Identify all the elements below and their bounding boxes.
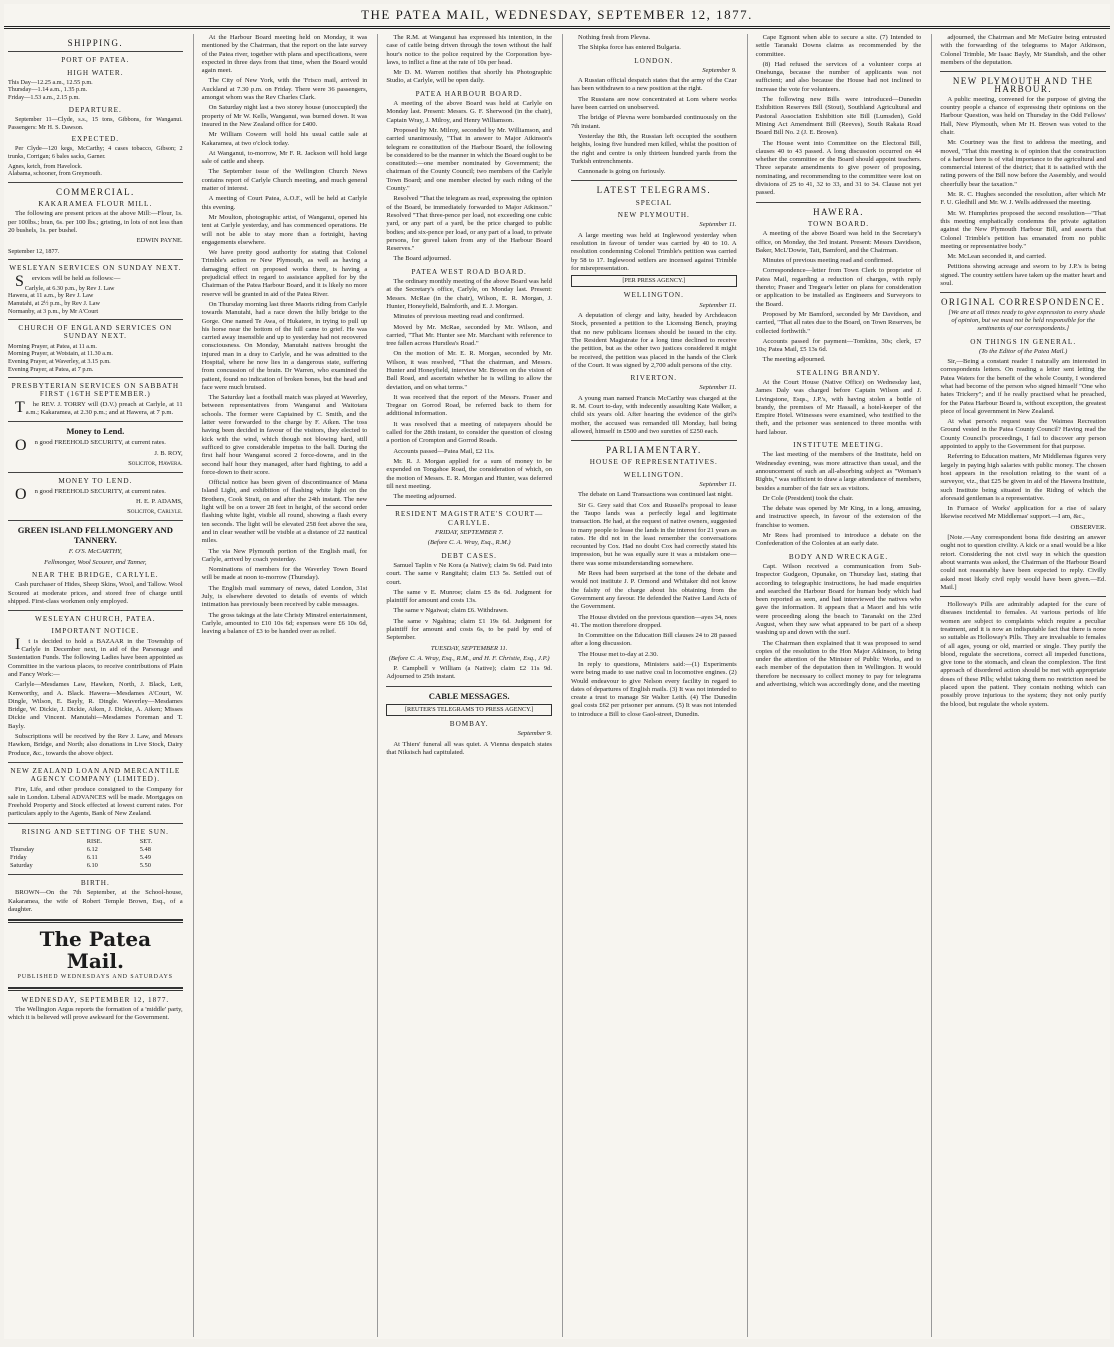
rule	[386, 505, 552, 506]
london-date: September 9.	[702, 66, 737, 74]
money-to-lend-2-signature: H. E. P. ADAMS,	[135, 497, 183, 505]
rule	[8, 421, 183, 422]
news-paragraph: Cannonade is going on furiously.	[578, 168, 666, 176]
news-paragraph: Mr Rees had been surprised at the tone of the debate and would not institute J. P. Ormond and Whitaker did not know the falsity of the charge about his obtaining from the Government any favour. He defended the Native Land Acts of the Government.	[571, 570, 737, 611]
church-service: Evening Prayer, at Waverley, at 3.15 p.m.	[8, 357, 111, 365]
column-1	[8, 34, 183, 1337]
news-paragraph: At the Harbour Board meeting held on Monday, it was mentioned by the Chairman, that the report on the late survey of the Patea river, together with plans and specifications, were expected in three days from that time, when the Board would again meet.	[201, 34, 368, 75]
rule	[940, 292, 1106, 293]
money-to-lend-2-text: On good FREEHOLD SECURITY, at current rates.	[15, 485, 166, 503]
fellmongery-trade: Fellmonger, Wool Scourer, and Tanner,	[44, 558, 147, 566]
news-paragraph: Resolved "That the telegram as read, expressing the opinion of the Board, be immediately forwarded to Major Atkinson." Resolved "That three-pence per load, not exceeding one cubic yard, or any part of a yard, be the price charged to public bodies; and six-pence per load, or any part of a load, to private persons, for gravel taken from any of the Harbour Board Reserves."	[386, 195, 552, 253]
church-service: Morning Prayer, at Wotstain, at 11.30 a.m.	[8, 350, 113, 358]
sun-cell: 6.11	[86, 854, 98, 862]
news-paragraph: A Russian official despatch states that the army of the Czar has been withdrawn to a new position at the right.	[571, 77, 737, 93]
news-paragraph: Mr Rees had promised to introduce a debate on the Confederation of the Colonies at an early date.	[755, 532, 922, 548]
double-rule	[8, 919, 183, 923]
flour-mill-heading: KAKARAMEA FLOUR MILL.	[38, 200, 153, 209]
letter-paragraph: Sir,—Being a constant reader I naturally am interested in correspondents letters. On reading a letter sent letting the Patea Waters for the benefit of the whole County, I wondered what had become of the person who signed himself "One who hates Trickery"; and if he really practised what he preached, for the Patea Harbour Board is, without exception, the greatest piece of local government in New Zealand.	[940, 358, 1106, 415]
money-to-lend-signature: Solicitor, Hawera.	[128, 459, 183, 467]
london-heading: LONDON.	[634, 56, 674, 65]
cable-heading: CABLE MESSAGES.	[428, 690, 510, 701]
wellington-date: September 11.	[699, 481, 737, 489]
news-paragraph: In reply to questions, Ministers said:—(1) Experiments were being made to use native coal in locomotive engines. (2) Would endeavour to give Nelson every facility in regard to dates of departures of English mails. (3) It was not intended to create a trust to manage Sir Walter Leith. (4) The Dunedin goal costs £62 per prisoner per annum. (5) It was not intended to introduce a Bill to close Gaol-street, Dunedin.	[571, 661, 737, 718]
hawera-heading: HAWERA.	[813, 206, 864, 217]
news-paragraph: It was received that the report of the Messrs. Fraser and Tregear on Gorrod Road, be referred back to them for additional information.	[386, 393, 552, 418]
news-paragraph: A large meeting was held at Inglewood yesterday when resolution in favour of tender was carried by 40 to 10. A resolution condemning Colonel Trimble's petition was carried by 58 to 17. Inglewood settlers are incensed against Trimble for misrepresentation.	[571, 231, 737, 272]
news-paragraph: Moved by Mr. McRae, seconded by Mr. Wilson, and carried, "That Mr. Hunter see Mr. Marchant with reference to tree fallen across Hurstlea's Road."	[386, 323, 552, 348]
news-paragraph: Correspondence—letter from Town Clerk to proprietor of Patea Mail, regarding a reduction of charges, with reply thereto; Fraser and Tregear's letter on plans for consideration or application to be installed as Engineers and Surveyors to the Board.	[755, 267, 922, 308]
news-paragraph: The R.M. at Wanganui has expressed his intention, in the case of cattle being driven through the town without the half hour's notice to the police required by the Corporation bye-laws, to inflict a fine at the rate of 10s per head.	[386, 34, 552, 66]
rule	[8, 182, 183, 183]
news-paragraph: Sir G. Grey said that Cox and Russell's proposal to lease the Taupo lands was a perfectly legal and legitimate transaction. He had, at the request of native owners, suggested to many people to lease the lands in the interest for 21 years as rates. He did not in the least remember the conversations recounted by Cox. Had no doubt Cox had correctly stated his impression, but he was equally sure it was a mistaken one—there was some misunderstanding somewhere.	[571, 501, 737, 567]
fellmongery-heading: GREEN ISLAND FELLMONGERY AND TANNERY.	[17, 525, 173, 546]
sun-row	[8, 862, 183, 870]
wesleyan-service: Manutahi, at 2½ p.m., by Rev J. Law	[8, 299, 100, 307]
rule	[8, 520, 183, 521]
news-paragraph: The September issue of the Wellington Church News contains report of Carlyle Church meeting, and much general matter of interest.	[201, 168, 368, 193]
news-paragraph: A meeting of Court Patea, A.O.F., will be held at Carlyle this evening.	[201, 195, 368, 211]
fellmongery-text: Cash purchaser of Hides, Sheep Skins, Wool, and Tallow. Wool Scoured at moderate prices, and stored free of charge until shipped. First-class workmen only employed.	[8, 581, 183, 605]
expected-text: Per Clyde—120 kegs, McCarthy; 4 cases tobacco, Gibson; 2 trunks, Corrigan; 6 bales sacks, Garner.	[8, 145, 183, 161]
bombay-date: September 9.	[517, 730, 552, 738]
rule	[8, 823, 183, 824]
institute-heading: INSTITUTE MEETING.	[793, 441, 884, 450]
news-paragraph: At the Court House (Native Office) on Wednesday last, James Daly was charged before Captain Wilson and J. Livingstone, Esqs., J.P.'s, with having stolen a bottle of brandy, the premises of Mr Hassall, a hotel-keeper of the Empire Hotel. Witnesses were examined, who testified to the theft, and the prisoner was sentenced to three months with hard labour.	[755, 378, 922, 436]
body-wreckage-heading: BODY AND WRECKAGE.	[788, 552, 889, 561]
rule	[571, 180, 737, 181]
wesleyan-service: Carlyle, at 6.30 p.m., by Rev J. Law	[24, 284, 115, 292]
news-paragraph: The debate was opened by Mr King, in a long, amusing, and instructive speech, in favour of the extension of the franchise to women.	[755, 505, 922, 529]
sun-cell: 6.12	[86, 846, 98, 854]
church-heading: CHURCH OF ENGLAND SERVICES ON SUNDAY NEXT.	[18, 324, 173, 341]
news-paragraph: The gross takings at the late Christy Minstrel entertainment, Carlyle, amounted to £10 10s 6d; expenses were £6 10s 6d, leaving a balance of £3 to be handed over as relief.	[201, 611, 368, 636]
cargo-line: Agnes, ketch, from Havelock.	[8, 162, 83, 170]
newspaper-page	[4, 4, 1110, 1339]
news-paragraph: P. Campbell v William (a Native); claim £2 11s 9d. Adjourned to 25th instant.	[386, 665, 552, 681]
wesleyan-service: Normanby, at 3 p.m., by Mr A'Court	[8, 307, 99, 315]
sun-table	[8, 838, 183, 870]
notice-end: Subscriptions will be received by the Rev J. Law, and Messrs Hawken, Bridge, and North; also donations in Live Stock, Dairy Produce, &c., towards the above object.	[8, 733, 183, 757]
departure-heading: DEPARTURE.	[68, 105, 122, 114]
double-rule	[8, 987, 183, 991]
news-paragraph: Mr D. M. Warren notifies that shortly his Photographic Studio, at Carlyle, will be open daily.	[386, 69, 552, 85]
wellington-heading: WELLINGTON.	[623, 291, 684, 300]
money-to-lend-signature: J. B. ROY,	[154, 449, 183, 457]
news-paragraph: The House met to-day at 2.30.	[578, 650, 659, 658]
news-paragraph: Nominations of members for the Waverley Town Board will be made at noon to-morrow (Thursday).	[201, 566, 368, 582]
news-paragraph: The same v Ngaiwai; claim £6. Withdrawn.	[393, 607, 509, 615]
news-paragraph: A young man named Francis McCarthy was charged at the R. M. Court to-day, with indecently assaulting Kate Walker, a child six years old. After hearing the evidence of the girl's mother, the accused was remanded till Monday, bail being allowed, himself in £500 and two sureties of £250 each.	[571, 394, 737, 435]
sun-cell: Friday	[10, 854, 27, 862]
loan-company-text: Fire, Life, and other produce consigned to the Company for sale in London. Liberal ADVANCES will be made. Mortgages on Freehold Property and Stock effected at lowest current rates. For particulars apply to the Agents, Bank of New Zealand.	[8, 785, 183, 818]
rule	[940, 596, 1106, 597]
news-paragraph: The Chairman then explained that it was proposed to send copies of the resolution to the Hon Major Atkinson, to bring under the attention of the Minister of Public Works, and to each member of the deputation then in Wellington. It would therefore be necessary to collect money to pay for telegrams and advertising, which was accordingly done, and the meeting	[755, 639, 922, 689]
news-paragraph: The meeting adjourned.	[393, 493, 457, 501]
news-paragraph: Official notice has been given of discontinuance of Mana Island Light, and exhibition of flashing white light on the Brothers, Cook Strait, on and after the 24th instant. The new light will be on a tower 28 feet in height, of the second order flashing white light, visible all round, showing a flash every ten seconds. The light will be elevated 258 feet above the sea, and in clear weather will be visible at a distance of 22 nautical miles.	[201, 479, 368, 545]
notice-text: It is decided to hold a BAZAAR in the Township of Carlyle in December next, in aid of the Parsonage and Sustentation Funds. The following Ladies have been appointed as Committee in the various places, to receive contributions of Plain and Fancy Work:—	[8, 635, 183, 678]
news-paragraph: The last meeting of the members of the Institute, held on Wednesday evening, was more attractive than usual, and the announcement of such an all-absorbing subject as "Woman's Rights," was sufficient to draw a large attendance of members, besides a number of the fair sex as visitors.	[755, 451, 922, 492]
news-paragraph: The Russians are now concentrated at Lom where works have been carried on unobserved.	[571, 95, 737, 112]
wesleyan-church-heading: WESLEYAN CHURCH, PATEA.	[35, 615, 156, 624]
sun-cell: Thursday	[10, 846, 35, 854]
rule	[8, 874, 183, 875]
news-paragraph: Cape Egmont when able to secure a site. (7) Intended to settle Taranaki Downs claims as recommended by the committee.	[755, 34, 922, 58]
news-paragraph: Mr Moulton, photographic artist, of Wanganui, opened his tent at Carlyle yesterday, and has commenced operations. He will not be able to stay more than a fortnight, having engagements elsewhere.	[201, 213, 368, 246]
sun-cell: 5.48	[139, 846, 151, 854]
rule	[8, 762, 183, 763]
flour-mill-signature: EDWIN PAYNE.	[136, 237, 183, 245]
news-paragraph: The House went into Committee on the Electoral Bill, clauses 40 to 43 passed. A long discussion occurred on 44 whether the committee or the Board should appoint teachers. Three separate amendments to give power of proposing, nominating, and recommending to the committee were lost on divisions of 25 to 41, 32 to 33, and 31 to 34. Clause not yet passed.	[755, 139, 922, 197]
news-paragraph: The debate on Land Transactions was continued last night.	[578, 491, 733, 499]
money-to-lend-heading: Money to Lend.	[66, 426, 125, 437]
sun-col	[8, 838, 85, 846]
news-paragraph: On the motion of Mr. E. R. Morgan, seconded by Mr. Wilson, it was resolved, "That the chairman, and Messrs. Hunter and Honeyfield, interview Mr. Brown on the vision of Ball Road, and ascertain whether he is willing to allow the deviation, and on what terms."	[386, 350, 552, 391]
cable-source: [REUTER'S TELEGRAMS TO PRESS AGENCY.]	[386, 704, 552, 716]
rule	[386, 686, 552, 687]
news-paragraph: (8) Had refused the services of a volunteer corps at Onehunga, because the number of applicants was not sufficient; and also because the House had not inclined to increase the vote for volunteers.	[755, 60, 922, 93]
news-paragraph: Mr. McLean seconded it, and carried.	[947, 253, 1047, 261]
news-paragraph: In Committee on the Education Bill clauses 24 to 28 passed after a long discussion.	[571, 632, 737, 648]
flour-mill-text: The following are present prices at the above Mill:—Flour, 1s. per 100lbs.; bran, 6s. per 100 lbs.; gristing, in lots of not less than 20 bushels, 1s. per bushel.	[8, 210, 183, 235]
masthead: THE PATEA MAIL, WEDNESDAY, SEPTEMBER 12, 1877.	[4, 4, 1110, 27]
column-3	[377, 34, 552, 1337]
news-paragraph: Minutes of previous meeting read and confirmed.	[762, 257, 894, 265]
news-paragraph: The English mail summary of news, dated London, 31st July, is elsewhere devoted to details of events of which intimation has previously been received by cable messages.	[201, 584, 368, 609]
news-paragraph: A meeting of the above Board was held in the Secretary's office, on Monday, the 3rd instant. Present: Messrs Davidson, Baker, McL'Dowie, Tait, Bamford, and the Chairman.	[755, 230, 922, 254]
masthead-rule	[4, 28, 1110, 29]
rule	[8, 472, 183, 473]
riverton-date: September 11.	[699, 384, 737, 392]
advertisement-paragraph: Holloway's Pills are admirably adapted for the cure of diseases incidental to females. At various periods of life women are subject to complaints which require a peculiar treatment, and it is now an indisputable fact that there is none so suitable as Holloway's Pills. They are invaluable to females of all ages, young or old, married or single. They purify the blood, regulate the secretions, correct all impeded functions, give tone to the stomach, and clean the complexion. The first approach of disordered action should be met with appropriate doses of these Pills; whilst taking them no restriction need be placed upon the patient. They contain nothing which can possibly prove injurious to the system; they not only purify the blood, but regulate the whole system.	[940, 601, 1106, 708]
commercial-heading: COMMERCIAL.	[56, 186, 135, 197]
high-water-line: Thursday—1.14 a.m., 1.35 p.m.	[8, 86, 88, 94]
church-service: Evening Prayer, at Patea, at 7 p.m.	[8, 365, 94, 373]
sun-cell: 5.49	[139, 854, 151, 862]
presbyterian-text: The REV. J. TORRY will (D.V.) preach at Carlyle, at 11 a.m.; Kakaramea, at 2.30 p.m.; and at Hawera, at 7 p.m.	[15, 398, 183, 417]
news-paragraph: Mr William Cowern will hold his usual cattle sale at Kakaramea, at two o'clock today.	[201, 131, 368, 147]
letter-paragraph: At what person's request was the Waimea Recreation Ground vested in the Patea County Council? Having read the County Council's proceedings, I fail to discover any person appointed to apply to the Government for that purpose.	[940, 418, 1106, 451]
rule	[8, 377, 183, 378]
news-paragraph: Minutes of previous meeting read and confirmed.	[393, 313, 524, 321]
columns	[8, 34, 1106, 1337]
column-5	[747, 34, 922, 1337]
rule	[8, 610, 183, 611]
money-to-lend-text: On good FREEHOLD SECURITY, at current rates.	[15, 437, 166, 455]
paper-subtitle: PUBLISHED WEDNESDAYS AND SATURDAYS	[17, 974, 174, 981]
news-paragraph: At Wanganui, to-morrow, Mr F. R. Jackson will hold large sale of cattle and sheep.	[201, 149, 368, 166]
court-date: TUESDAY, SEPTEMBER 11.	[430, 644, 508, 652]
news-paragraph: At Thiers' funeral all was quiet. A Vienna despatch states that Niksisch had capitulated.	[386, 740, 552, 756]
news-paragraph: The following new Bills were introduced—Dunedin Exhibition Reserves Bill (Stout), Southland Agricultural and Pastoral Association Exhibition site Bill (Lumsden), Gold Mining Act Amendment Bill (Reeves), South Rakaia Road Board Bill No. 2 (J. E. Brown).	[755, 96, 922, 137]
sun-heading: RISING AND SETTING OF THE SUN.	[21, 827, 169, 836]
money-to-lend-2-signature: Solicitor, Carlyle.	[127, 508, 183, 516]
rule	[940, 71, 1106, 72]
news-paragraph: Mr. Courtney was the first to address the meeting, and moved, "That this meeting is of opinion that the construction of a harbour here is of vital importance to the agricultural and commercial interest of the district; that it is satisfied with the rating powers of the Bill now before the Assembly, and would cheerfully bear the taxation."	[940, 139, 1106, 188]
wesleyan-service: Hawera, at 11 a.m., by Rev J. Law	[8, 292, 94, 300]
sun-cell: 5.50	[139, 862, 151, 870]
bombay-heading: BOMBAY.	[449, 720, 489, 729]
news-paragraph: Dr Cole (President) took the chair.	[762, 494, 854, 502]
money-to-lend-2-heading: MONEY TO LEND.	[58, 477, 133, 486]
news-paragraph: Samuel Taplin v Ne Kora (a Native); claim 9s 6d. Paid into court. The same v Rangitahi; claim £13 5s. Settled out of court.	[386, 561, 552, 586]
fellmongery-location: NEAR THE BRIDGE, CARLYLE.	[32, 571, 159, 579]
sun-cell: Saturday	[10, 862, 33, 870]
news-paragraph: Mr. R. J. Morgan applied for a sum of money to be expended on Tongahoe Road, the consideration of which, on the motion of Messrs. E. R. Morgan and Hunter, was deferred till next meeting.	[386, 457, 552, 490]
news-paragraph: On Saturday night last a two storey house (unoccupied) the property of Mr W. Kells, Wanganui, was burned down. It was insured in the New Zealand office for £400.	[201, 104, 368, 128]
birth-text: BROWN—On the 7th September, at the School-house, Kakaramea, the wife of Robert Temple Brown, Esq., of a daughter.	[8, 889, 183, 913]
court-subheading: DEBT CASES.	[441, 551, 497, 560]
special-heading: SPECIAL	[635, 198, 672, 207]
rule	[8, 51, 183, 52]
cargo-line: Alabama, schooner, from Greymouth.	[8, 170, 102, 178]
news-paragraph: A meeting of the above Board was held at Carlyle on Monday last. Present: Messrs. G. F. Sherwood (in the chair), Captain Wray, J. Milroy, and Henry Williamson.	[386, 100, 552, 124]
fellmongery-name: F. O'S. McCARTHY,	[68, 548, 122, 556]
news-paragraph: We have pretty good authority for stating that Colonel Trimble's action re New Plymouth, as well as having a damaging effect on proposed works there, is having a prejudicial effect in regard to assistance applied for by the Chairman of the Patea Harbour Board, and it is likely no more reserve will be granted in aid of the Patea River.	[201, 249, 368, 298]
shipping-heading: SHIPPING.	[67, 38, 123, 48]
wellington-date: September 11.	[699, 301, 737, 309]
sun-col: RISE.	[86, 838, 103, 846]
departure-text: September 11—Clyde, s.s., 15 tons, Gibbons, for Wanganui. Passengers: Mr H. S. Dawson.	[8, 115, 183, 131]
rule	[756, 202, 922, 203]
church-service: Morning Prayer, at Patea, at 11 a.m.	[8, 342, 97, 350]
sun-row	[8, 846, 183, 854]
column-4	[562, 34, 737, 1337]
news-paragraph: Accounts passed—Patea Mail, £2 11s.	[393, 447, 495, 455]
news-paragraph: Petitions showing acreage and sworn to by J.P.'s is being signed. The country settlers have taken up the matter heart and soul.	[940, 263, 1106, 288]
new-plymouth-heading: NEW PLYMOUTH.	[617, 211, 690, 220]
press-agency-box: [PER PRESS AGENCY.]	[571, 275, 737, 287]
high-water-line: This Day—12.25 a.m., 12.55 p.m.	[8, 78, 93, 86]
news-paragraph: A public meeting, convened for the purpose of giving the country people a chance of expressing their opinions on the Harbour Question, was held on Thursday in the Odd Fellows' Hall, New Plymouth, when Mr H. Brown was voted to the chair.	[940, 95, 1106, 136]
news-paragraph: Mr. W. Humphries proposed the second resolution—"That this meeting emphatically condemns the private agitation against the New Plymouth Harbour Bill, and asserts that Colonel Trimble's petition has emanated from no public meeting or representative body."	[940, 209, 1106, 250]
wesleyan-intro: Services will be held as follows:—	[15, 272, 121, 290]
paper-title: The Patea Mail.	[39, 927, 152, 974]
news-paragraph: Proposed by Mr Bamford, seconded by Mr Davidson, and carried, "That all rates due to the Board, on Town Reserves, be collected forthwith."	[755, 310, 922, 335]
high-water-line: Friday—1.53 a.m., 2.15 p.m.	[8, 94, 80, 102]
letter-signature: OBSERVER.	[1070, 523, 1106, 531]
letter-addressee: (To the Editor of the Patea Mail.)	[979, 347, 1068, 355]
court-date: FRIDAY, SEPTEMBER 7.	[435, 529, 504, 537]
column-2	[193, 34, 368, 1337]
news-paragraph: The via New Plymouth portion of the English mail, for Carlyle, arrived by coach yesterday.	[201, 547, 368, 563]
port-heading: PORT OF PATEA.	[61, 56, 130, 65]
court-bench: (Before C. A. Wray, Esq., R.M., and H. F. Christie, Esq., J.P.)	[388, 654, 550, 662]
loan-company-heading: NEW ZEALAND LOAN AND MERCANTILE AGENCY COMPANY (LIMITED).	[10, 766, 181, 784]
news-paragraph: The Saturday last a football match was played at Waverley, between representatives from Wanganui and Waitotara schools. The former were Captained by C. Smith, and the latter were forwarded to the charge by F. Aiken. The toss having been decided in favour of the visitors, they elected to kick with the wind, which though not blowing hard, still sufficed to give considerable impetus to the ball. During the first half hour Wanganui scored 2 force-downs, and in the second half hour they managed, after hard fighting, to add a force-down to their score.	[201, 394, 368, 476]
town-board-heading: TOWN BOARD.	[807, 219, 870, 228]
news-paragraph: The same v Ngahina; claim £1 19s 6d. Judgment for plaintiff for amount and costs 6s, to be paid by end of September.	[386, 617, 552, 642]
letter-heading: ON THINGS IN GENERAL.	[970, 337, 1077, 346]
editor-note: [Note.—Any correspondent bona fide desiring an answer ought not to question civility. A kick or a snail would be a like retort. Considering the not civil way in which the question about warrants was asked, the Chairman of the Harbour Board could not reasonably have been expected to reply. Civilly asked most likely civil reply would have been given.—Ed. Mail.]	[940, 534, 1106, 591]
expected-heading: EXPECTED.	[71, 135, 120, 144]
news-paragraph: Proposed by Mr. Milroy, seconded by Mr. Williamson, and carried unanimously, "That in answer to Major Atkinson's telegram re constitution of the Harbour Board, the following be considered to be the manner in which the Board ought to be constituted:—one member nominated by Government; the chairman of the County Council; two members of the Carlyle Town Board; and one member elected by each riding of the County."	[386, 126, 552, 193]
notice-list: Carlyle—Mesdames Law, Hawken, North, J. Black, Lett, Kenworthy, and A. Black. Hawera—Mesdames A'Court, W. Dingle, Wilson, E. Bayly, R. Dingle. Waverley—Mesdames Bridge, W. Dickie, J. Dickie, Aiken, J. Dickie, A. Aiken; Misses Dickie and Vincent. Manutahi—Mesdames Foreman and T. Bayly.	[8, 681, 183, 730]
sun-col: SET.	[139, 838, 153, 846]
rule	[8, 259, 183, 260]
house-heading: HOUSE OF REPRESENTATIVES.	[589, 458, 718, 467]
parliamentary-heading: PARLIAMENTARY.	[606, 445, 702, 456]
correspondence-heading: ORIGINAL CORRESPONDENCE.	[941, 297, 1106, 308]
news-paragraph: The same v E. Munroe; claim £5 8s 6d. Judgment for plaintiff for amount and costs 13s.	[386, 588, 552, 605]
rule	[571, 440, 737, 441]
paper-date: WEDNESDAY, SEPTEMBER 12, 1877.	[21, 995, 170, 1004]
flour-mill-date: September 12, 1877.	[8, 247, 60, 255]
wellington-heading: WELLINGTON.	[623, 470, 684, 479]
harbour-board-heading: PATEA HARBOUR BOARD.	[415, 89, 523, 98]
rule	[8, 319, 183, 320]
news-paragraph: Nothing fresh from Plevna.	[578, 34, 651, 41]
news-paragraph: adjourned, the Chairman and Mr McGuire being entrusted with the forwarding of the telegrams to Major Atkinson, Colonel Trimble, Mr Isaac Bayly, Mr Standish, and the other members of the deputation.	[940, 34, 1106, 66]
new-plymouth-date: September 11.	[699, 221, 737, 229]
news-paragraph: Mr. R. C. Hughes seconded the resolution, after which Mr F. U. Gledhill and Mr. W. J. Wells addressed the meeting.	[940, 191, 1106, 207]
editorial-text: The Wellington Argus reports the formation of a 'middle' party, which it is believed will prove awkward for the Government.	[8, 1005, 183, 1022]
news-paragraph: It was resolved that a meeting of ratepayers should be called for the 28th instant, to consider the question of closing a portion of Crompton and Gorrod Roads.	[386, 420, 552, 445]
news-paragraph: The Shipka force has entered Bulgaria.	[578, 44, 681, 52]
news-paragraph: The bridge of Plevna were bombarded continuously on the 7th instant.	[571, 114, 737, 130]
birth-heading: BIRTH.	[80, 879, 110, 888]
news-paragraph: Yesterday the 8th, the Russian left occupied the southern heights, losing five hundred men killed, whilst the position of the right and centre is only thirteen hundred yards from the Turkish entrenchments.	[571, 132, 737, 165]
latest-telegrams-heading: LATEST TELEGRAMS.	[596, 185, 712, 196]
news-paragraph: Accounts passed for payment—Tomkins, 30s; clerk, £7 10s; Patea Mail, £5 13s 6d.	[755, 337, 922, 354]
news-paragraph: The meeting adjourned.	[762, 356, 826, 364]
column-6	[931, 34, 1106, 1337]
stealing-brandy-heading: STEALING BRANDY.	[796, 368, 881, 377]
high-water-heading: HIGH WATER.	[67, 68, 124, 77]
news-paragraph: On Thursday morning last three Maoris riding from Carlyle towards Manutahi, had a race down the hilly bridge to the Gorge. One named Te Awa, of Hukatere, in trying to pull up his horse near the bottom of the hill came to grief. He was carried away insensible and up to yesterday had not recovered consciousness. On Monday, Manutahi natives brought the injured man in a dray to Carlyle, and he was admitted to the Hospital, where he now lies in a dangerous state, suffering from concussion of the brain. Dr Warren, who examined the patient, found no indication of broken bones, but the head and face were much bruised.	[201, 300, 368, 391]
correspondence-note: [We are at all times ready to give expression to every shade of opinion, but we must not be held responsible for the sentiments of our correspondents.]	[948, 308, 1105, 333]
wesleyan-heading: WESLEYAN SERVICES ON SUNDAY NEXT.	[9, 264, 182, 273]
sun-row	[8, 854, 183, 862]
news-paragraph: A deputation of clergy and laity, headed by Archdeacon Stock, presented a petition to the Licensing Bench, praying that no new publicans licenses should be issued in the city. The Resident Magistrate for a long time declined to receive the petition, but as the other two justices considered it might be received, the petition was placed in the hands of the Clerk of the Court. It was signed by 2,700 adult persons of the city.	[571, 312, 737, 369]
letter-paragraph: In Furnace of Works' application for a rise of salary likewise received Mr Middlemas' support.—I am, &c.,	[940, 505, 1106, 521]
letter-paragraph: Referring to Education matters, Mr Middlemas figures very largely in paying high salaries with public money. The chosen host appears in the resolution relating to the want of a surveyor, viz., that £25 be given in aid of the Hawera Institute, such Institute being situated in the Riding of which the aforesaid gentleman is a representative.	[940, 453, 1106, 502]
riverton-heading: RIVERTON.	[630, 374, 678, 383]
court-bench: (Before C. A. Wray, Esq., R.M.)	[427, 539, 511, 547]
sun-table-header	[8, 838, 183, 846]
notice-heading: IMPORTANT NOTICE.	[51, 627, 140, 636]
news-paragraph: The City of New York, with the 'Frisco mail, arrived in Auckland at 7.30 p.m. on Friday. There were 36 passengers, amongst whom was the Rev Charles Clark.	[201, 77, 368, 102]
road-board-heading: PATEA WEST ROAD BOARD.	[411, 267, 527, 276]
news-paragraph: The Board adjourned.	[393, 255, 452, 263]
presbyterian-heading: PRESBYTERIAN SERVICES ON SABBATH FIRST (16TH SEPTEMBER.)	[11, 382, 180, 399]
new-plymouth-harbour-heading: NEW PLYMOUTH AND THE HARBOUR.	[952, 76, 1094, 95]
sun-cell: 6.10	[86, 862, 98, 870]
court-heading: RESIDENT MAGISTRATE'S COURT—CARLYLE.	[395, 510, 544, 527]
news-paragraph: Capt. Wilson received a communication from Sub-Inspector Gudgeon, Opunake, on Thursday last, stating that according to telegraphic instructions, he had made enquiries and searched the Harbour Board for human body which had been reported as seen, and had interviewed the natives who gave the information. It appears that a Maori and his wife were proceeding along the beach to Taranaki on the 23rd August, when they saw what appeared to be part of a sheep washing up and down with the surf.	[755, 562, 922, 637]
news-paragraph: The House divided on the previous question—ayes 34, noes 41. The motion therefore dropped.	[571, 613, 737, 629]
news-paragraph: The ordinary monthly meeting of the above Board was held at the Secretary's office, Carlyle, on Monday last. Present: Messrs. McRae (in the chair), Wilson, E. R. Morgan, J. Hunter, Honeyfield, Balmforth, and E. J. Morgan.	[386, 278, 552, 310]
